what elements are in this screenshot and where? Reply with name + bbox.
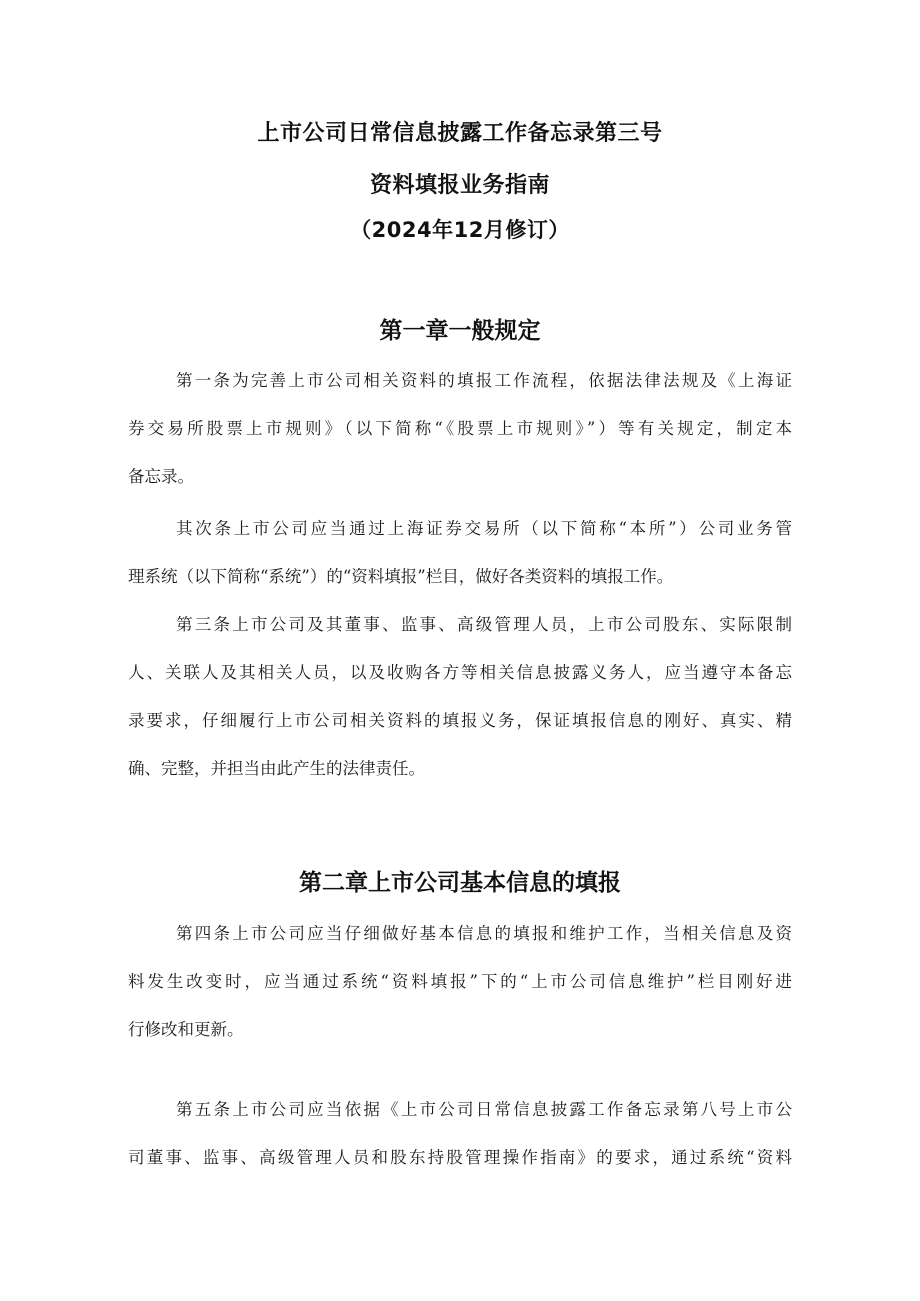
paragraph-line: 第五条上市公司应当依据《上市公司日常信息披露工作备忘录第八号上市公 xyxy=(176,1100,792,1119)
article-4 xyxy=(128,910,792,1054)
paragraph-line: 录要求，仔细履行上市公司相关资料的填报义务，保证填报信息的刚好、真实、精 xyxy=(128,711,792,730)
chapter-heading: 第一章一般规定 xyxy=(379,318,541,344)
article-1 xyxy=(128,357,792,501)
document-title: 上市公司日常信息披露工作备忘录第三号 xyxy=(257,121,663,146)
paragraph-line: 司董事、监事、高级管理人员和股东持股管理操作指南》的要求，通过系统“资料 xyxy=(128,1148,792,1167)
paragraph-line: 其次条上市公司应当通过上海证券交易所（以下简称“本所”）公司业务管 xyxy=(176,519,792,538)
document-subtitle: 资料填报业务指南 xyxy=(369,173,550,198)
paragraph-line: 人、关联人及其相关人员，以及收购各方等相关信息披露义务人，应当遵守本备忘 xyxy=(128,663,792,682)
revision-note: （2024年12月修订） xyxy=(350,218,570,242)
article-3 xyxy=(128,601,792,793)
paragraph-line: 确、完整，并担当由此产生的法律责任。 xyxy=(128,759,425,778)
paragraph-line: 第四条上市公司应当仔细做好基本信息的填报和维护工作，当相关信息及资 xyxy=(176,924,792,943)
paragraph-line: 第三条上市公司及其董事、监事、高级管理人员，上市公司股东、实际限制 xyxy=(176,615,792,634)
paragraph-line: 备忘录。 xyxy=(128,467,194,486)
article-2 xyxy=(128,505,792,601)
chapter-heading: 第二章上市公司基本信息的填报 xyxy=(299,870,621,896)
paragraph-line: 料发生改变时，应当通过系统“资料填报”下的“上市公司信息维护”栏目刚好进 xyxy=(128,972,792,991)
paragraph-line: 第一条为完善上市公司相关资料的填报工作流程，依据法律法规及《上海证 xyxy=(176,371,792,390)
paragraph-line: 行修改和更新。 xyxy=(128,1020,244,1039)
paragraph-line: 理系统（以下简称“系统”）的“资料填报”栏目，做好各类资料的填报工作。 xyxy=(128,567,674,586)
paragraph-line: 券交易所股票上市规则》（以下简称“《股票上市规则》”）等有关规定，制定本 xyxy=(128,419,792,438)
article-5 xyxy=(128,1086,792,1182)
